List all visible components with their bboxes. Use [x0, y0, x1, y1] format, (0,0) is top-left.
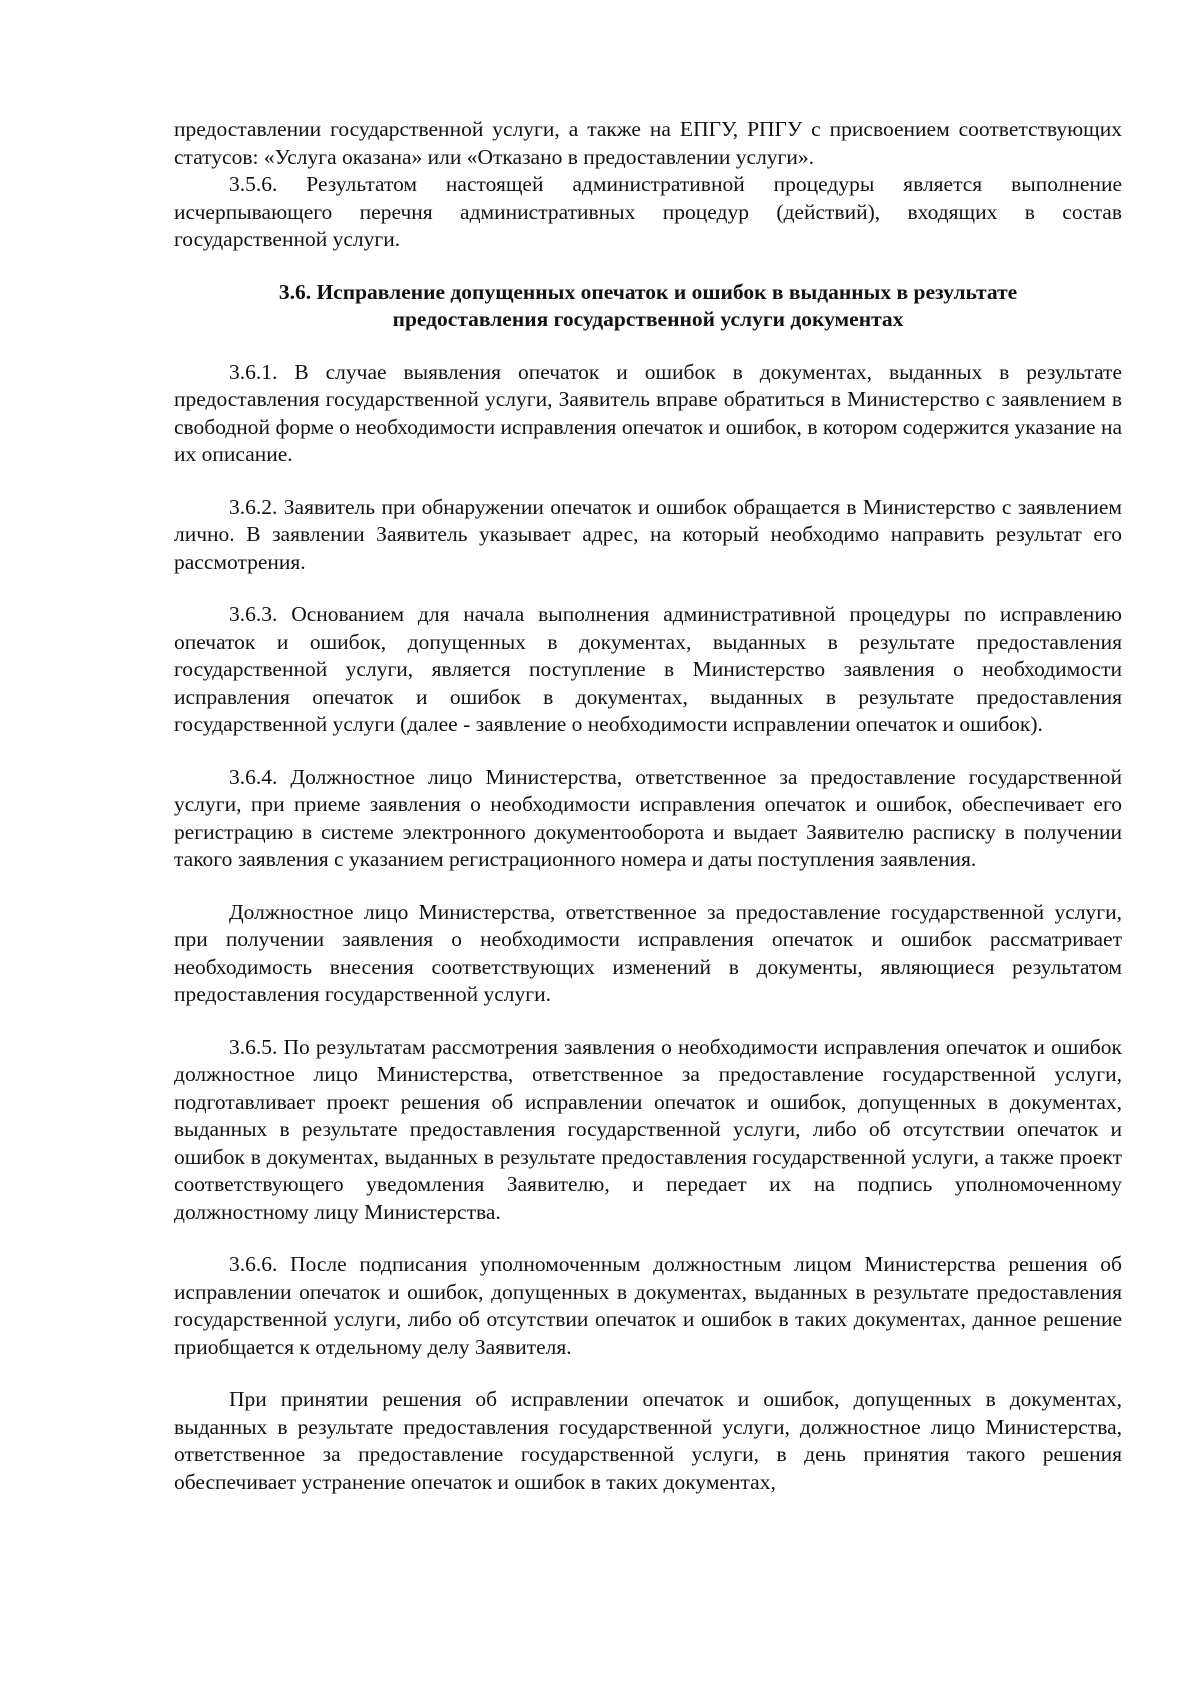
paragraph-continuation: предоставлении государственной услуги, а также на ЕПГУ, РПГУ с присвоением соответствующих статусов: «Услуга оказана» или «Отказано в предоставлении услуги».	[174, 117, 1122, 169]
paragraph-3-6-4-b: Должностное лицо Министерства, ответственное за предоставление государственной услуги, при получении заявления о необходимости исправления опечаток и ошибок рассматривает необходимость внесения соответствующих изменений в документы, являющиеся результатом предоставления государственной услуги.	[174, 899, 1122, 1006]
paragraph-3-6-6-b: При принятии решения об исправлении опечаток и ошибок, допущенных в документах, выданных в результате предоставления государственной услуги, должностное лицо Министерства, ответственное за предоставление государственной услуги, в день принятия такого решения обеспечивает устранение опечаток и ошибок в таких документах,	[174, 1387, 1122, 1494]
paragraph-3-6-4: 3.6.4. Должностное лицо Министерства, ответственное за предоставление государственной услуги, при приеме заявления о необходимости исправления опечаток и ошибок, обеспечивает его регистрацию в системе электронного документооборота и выдает Заявителю расписку в получении такого заявления с указанием регистрационного номера и даты поступления заявления.	[174, 764, 1122, 871]
section-heading-3-6: 3.6. Исправление допущенных опечаток и ошибок в выданных в результате предоставления государственной услуги документах	[278, 279, 1018, 331]
paragraph-3-6-2: 3.6.2. Заявитель при обнаружении опечаток и ошибок обращается в Министерство с заявлением лично. В заявлении Заявитель указывает адрес, на который необходимо направить результат его рассмотрения.	[174, 494, 1122, 574]
paragraph-3-6-1: 3.6.1. В случае выявления опечаток и ошибок в документах, выданных в результате предоставления государственной услуги, Заявитель вправе обратиться в Министерство с заявлением в свободной форме о необходимости исправления опечаток и ошибок, в котором содержится указание на их описание.	[174, 359, 1122, 466]
document-page	[174, 116, 1122, 1496]
paragraph-3-6-3: 3.6.3. Основанием для начала выполнения административной процедуры по исправлению опечаток и ошибок, допущенных в документах, выданных в результате предоставления государственной услуги, является поступление в Министерство заявления о необходимости исправления опечаток и ошибок в документах, выданных в результате предоставления государственной услуги (далее - заявление о необходимости исправлении опечаток и ошибок).	[174, 602, 1122, 736]
paragraph-3-5-6: 3.5.6. Результатом настоящей административной процедуры является выполнение исчерпывающего перечня административных процедур (действий), входящих в состав государственной услуги.	[174, 172, 1122, 251]
paragraph-3-6-5: 3.6.5. По результатам рассмотрения заявления о необходимости исправления опечаток и ошибок должностное лицо Министерства, ответственное за предоставление государственной услуги, подготавливает проект решения об исправлении опечаток и ошибок, допущенных в документах, выданных в результате предоставления государственной услуги, либо об отсутствии опечаток и ошибок в документах, выданных в результате предоставления государственной услуги, а также проект соответствующего уведомления Заявителю, и передает их на подпись уполномоченному должностному лицу Министерства.	[174, 1034, 1122, 1224]
paragraph-3-6-6: 3.6.6. После подписания уполномоченным должностным лицом Министерства решения об исправлении опечаток и ошибок, допущенных в документах, выданных в результате предоставления государственной услуги, либо об отсутствии опечаток и ошибок в таких документах, данное решение приобщается к отдельному делу Заявителя.	[174, 1252, 1122, 1359]
